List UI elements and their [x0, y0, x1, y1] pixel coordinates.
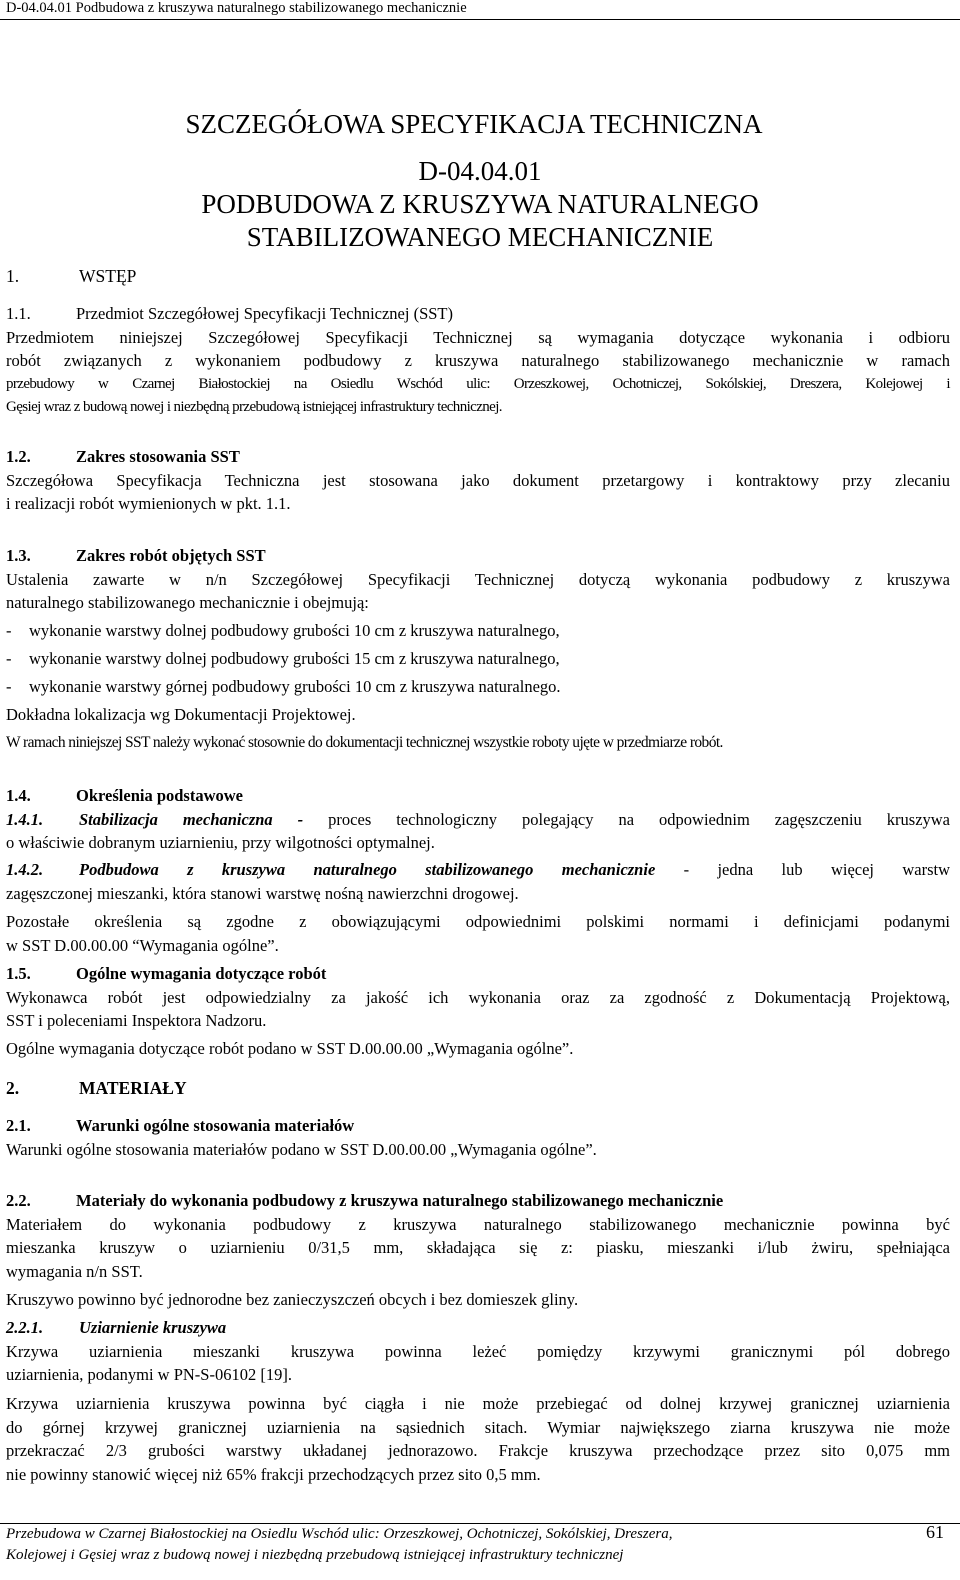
section-1-3: [6, 544, 950, 615]
spec-title: SZCZEGÓŁOWA SPECYFIKACJA TECHNICZNA: [185, 109, 763, 139]
paragraph-line: Pozostałe określenia są zgodne z obowiązującymi odpowiednimi polskimi normami i definicjami podanymi: [6, 912, 950, 931]
section-2-2-1: [6, 1316, 950, 1387]
spec-subject-line1: PODBUDOWA Z KRUSZYWA NATURALNEGO: [201, 189, 759, 219]
spec-code: D-04.04.01: [418, 156, 542, 186]
paragraph-line: i realizacji robót wymienionych w pkt. 1.1.: [6, 494, 291, 514]
paragraph-line: Wykonawca robót jest odpowiedzialny za jakość ich wykonania oraz za zgodność z Dokumentacją Projektową,: [6, 987, 950, 1007]
section-1-4: [6, 784, 950, 855]
paragraph-line: Warunki ogólne stosowania materiałów podano w SST D.00.00.00 „Wymagania ogólne”.: [6, 1139, 597, 1159]
paragraph-line: Ogólne wymagania dotyczące robót podano w SST D.00.00.00 „Wymagania ogólne”.: [6, 1039, 574, 1058]
section-1-1: [6, 302, 950, 420]
paragraph-line: naturalnego stabilizowanego mechanicznie i obejmują:: [6, 593, 369, 613]
paragraph-line: Krzywa uziarnienia mieszanki kruszywa powinna leżeć pomiędzy krzywymi granicznymi pól dobrego: [6, 1341, 950, 1361]
paragraph-line: w SST D.00.00.00 “Wymagania ogólne”.: [6, 935, 279, 955]
heading-1-2: 1.2. Zakres stosowania SST: [6, 447, 240, 466]
paragraph-line: SST i poleceniami Inspektora Nadzoru.: [6, 1011, 267, 1031]
header-rule: [0, 19, 960, 20]
heading-1-4: 1.4. Określenia podstawowe: [6, 786, 243, 805]
paragraph-line: przekraczać 2/3 grubości warstwy układanej jednorazowo. Frakcje kruszywa przechodzące przez sito 0,075 mm: [6, 1441, 950, 1461]
paragraph-line: Przedmiotem niniejszej Szczegółowej Specyfikacji Technicznej są wymagania dotyczące wykonania i odbioru: [6, 327, 950, 347]
list-item: - wykonanie warstwy górnej podbudowy grubości 10 cm z kruszywa naturalnego.: [6, 677, 561, 696]
footer-line: Przebudowa w Czarnej Białostockiej na Osiedlu Wschód ulic: Orzeszkowej, Ochotniczej, Sokólskiej, Dreszera,: [6, 1526, 673, 1542]
section-heading-1: 1. WSTĘP: [6, 266, 137, 286]
footer-line: Kolejowej i Gęsiej wraz z budową nowej i niezbędną przebudową istniejącej infrastruktury technicznej: [6, 1547, 624, 1563]
paragraph-line: W ramach niniejszej SST należy wykonać stosownie do dokumentacji technicznej wszystkie roboty ujęte w przedmiarze robót.: [6, 734, 723, 751]
paragraph-line: Krzywa uziarnienia kruszywa powinna być ciągła i nie może przebiegać od dolnej krzywej granicznej uziarnienia: [6, 1394, 950, 1413]
paragraph-line: Gęsiej wraz z budową nowej i niezbędną przebudową istniejącej infrastruktury technicznej.: [6, 399, 502, 416]
running-header: D-04.04.01 Podbudowa z kruszywa naturalnego stabilizowanego mechanicznie: [6, 0, 467, 16]
heading-1-5: 1.5. Ogólne wymagania dotyczące robót: [6, 964, 327, 983]
paragraph: [6, 910, 950, 957]
section-1-5: [6, 962, 950, 1033]
paragraph-line: robót związanych z wykonaniem podbudowy z kruszywa naturalnego stabilizowanego mechanicznie w ramach: [6, 351, 950, 371]
heading-1-1: 1.1. Przedmiot Szczegółowej Specyfikacji Technicznej (SST): [6, 304, 454, 323]
definition-1-4-1: 1.4.1. Stabilizacja mechaniczna - proces technologiczny polegający na odpowiednim zagęszczeniu kruszywa: [6, 809, 951, 829]
heading-2-2-1: 2.2.1. Uziarnienie kruszywa: [6, 1318, 227, 1337]
paragraph-line: Materiałem do wykonania podbudowy z kruszywa naturalnego stabilizowanego mechanicznie powinna być: [6, 1214, 950, 1234]
paragraph-line: nie powinny stanowić więcej niż 65% frakcji przechodzących przez sito 0,5 mm.: [6, 1464, 541, 1484]
page-number: 61: [926, 1522, 944, 1542]
paragraph-line: Dokładna lokalizacja wg Dokumentacji Projektowej.: [6, 705, 356, 724]
section-heading-2: 2. MATERIAŁY: [6, 1078, 187, 1098]
paragraph: [6, 1392, 950, 1486]
heading-2-1: 2.1. Warunki ogólne stosowania materiałów: [6, 1116, 355, 1135]
paragraph-line: mieszanka kruszyw o uziarnieniu 0/31,5 mm, składająca się z: piasku, mieszanki i/lub żwiru, spełniająca: [6, 1238, 950, 1258]
list-item: - wykonanie warstwy dolnej podbudowy grubości 10 cm z kruszywa naturalnego,: [6, 621, 560, 640]
paragraph-line: do górnej krzywej granicznej uziarnienia na sąsiednich sitach. Wymiar największego ziarna kruszywa nie może: [6, 1417, 950, 1437]
definition-1-4-2: 1.4.2. Podbudowa z kruszywa naturalnego stabilizowanego mechanicznie - jedna lub więcej warstw zagęszczonej mieszanki, która stanowi warstwę nośną nawierzchni drogowej.: [6, 858, 950, 905]
list-item: - wykonanie warstwy dolnej podbudowy grubości 15 cm z kruszywa naturalnego,: [6, 649, 560, 668]
paragraph-line: przebudowy w Czarnej Białostockiej na Osiedlu Wschód ulic: Orzeszkowej, Ochotniczej, Sokólskiej, Dreszera, Kolejowej i: [6, 375, 950, 392]
heading-1-3: 1.3. Zakres robót objętych SST: [6, 546, 266, 565]
section-2-2: [6, 1189, 950, 1283]
section-1-2: [6, 445, 950, 516]
section-2-1: [6, 1114, 950, 1161]
paragraph-line: Szczegółowa Specyfikacja Techniczna jest stosowana jako dokument przetargowy i kontraktowy przy zlecaniu: [6, 470, 950, 490]
paragraph-line: Ustalenia zawarte w n/n Szczegółowej Specyfikacji Technicznej dotyczą wykonania podbudowy z kruszywa: [6, 569, 950, 589]
paragraph-line: zagęszczonej mieszanki, która stanowi warstwę nośną nawierzchni drogowej.: [6, 883, 519, 903]
heading-2-2: 2.2. Materiały do wykonania podbudowy z kruszywa naturalnego stabilizowanego mechanicznie: [6, 1191, 724, 1210]
paragraph-line: wymagania n/n SST.: [6, 1261, 143, 1281]
spec-subject-line2: STABILIZOWANEGO MECHANICZNIE: [246, 222, 714, 252]
running-footer: [6, 1524, 766, 1566]
paragraph-line: Kruszywo powinno być jednorodne bez zanieczyszczeń obcych i bez domieszek gliny.: [6, 1290, 579, 1309]
paragraph-line: uziarnienia, podanymi w PN-S-06102 [19].: [6, 1365, 292, 1385]
paragraph-line: o właściwie dobranym uziarnieniu, przy wilgotności optymalnej.: [6, 833, 435, 853]
